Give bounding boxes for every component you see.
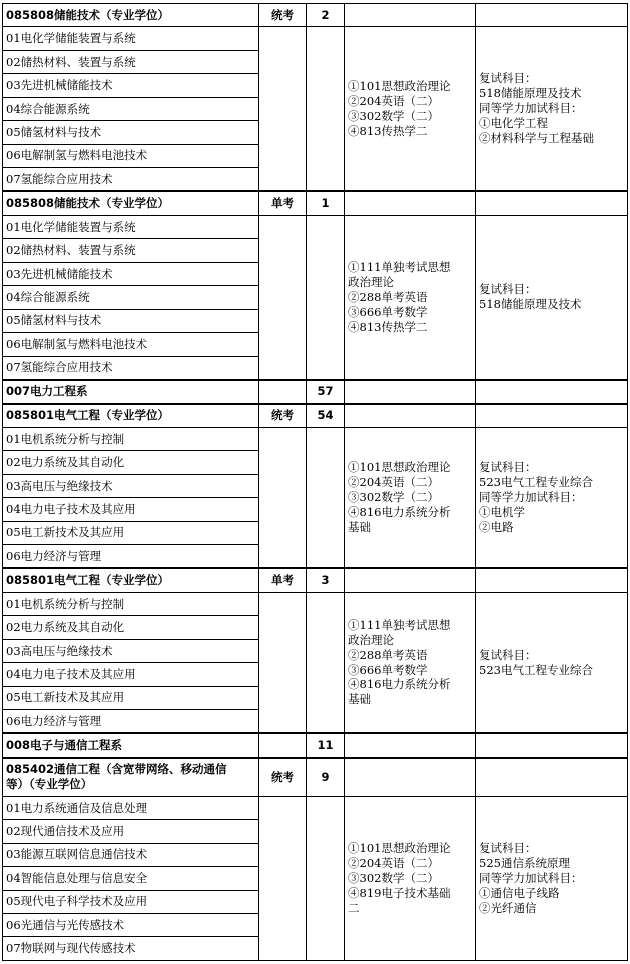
enrollment-count: 3 bbox=[307, 568, 345, 592]
retest-line: ②电路 bbox=[479, 519, 514, 534]
direction-row bbox=[3, 215, 628, 238]
research-direction: 04电力电子技术及其应用 bbox=[3, 498, 259, 521]
enrollment-count: 1 bbox=[307, 191, 345, 215]
retest-line: 523电气工程专业综合 bbox=[479, 475, 593, 490]
research-direction: 07氢能综合应用技术 bbox=[3, 356, 259, 379]
exam-subject: ①111单独考试思想 bbox=[348, 259, 451, 274]
enrollment-count: 54 bbox=[307, 404, 345, 427]
retest-line: 518储能原理及技术 bbox=[479, 86, 582, 101]
retest-line: 复试科目： bbox=[479, 460, 537, 475]
retest-line: 518储能原理及技术 bbox=[479, 297, 582, 312]
empty-cell bbox=[345, 568, 476, 592]
exam-subject: 政治理论 bbox=[348, 632, 394, 647]
enrollment-count: 9 bbox=[307, 758, 345, 797]
empty-cell bbox=[307, 796, 345, 960]
exam-subject: ①101思想政治理论 bbox=[348, 841, 451, 856]
exam-subject: ②288单考英语 bbox=[348, 289, 428, 304]
research-direction: 03高电压与绝缘技术 bbox=[3, 474, 259, 497]
empty-cell bbox=[307, 427, 345, 568]
empty-cell bbox=[259, 796, 307, 960]
program-header-row bbox=[3, 758, 628, 797]
research-direction: 06电解制氢与燃料电池技术 bbox=[3, 333, 259, 356]
exam-subject: ③302数学（二） bbox=[348, 108, 439, 123]
exam-subjects bbox=[345, 215, 476, 379]
direction-row bbox=[3, 796, 628, 819]
department-name: 008电子与通信工程系 bbox=[3, 733, 259, 757]
exam-subject: 基础 bbox=[348, 692, 371, 707]
empty-cell bbox=[345, 191, 476, 215]
program-header-row bbox=[3, 568, 628, 592]
retest-line: 复试科目： bbox=[479, 647, 537, 662]
exam-subject: ②204英语（二） bbox=[348, 93, 439, 108]
exam-subject: ④819电子技术基础 bbox=[348, 885, 451, 900]
exam-subject: ②288单考英语 bbox=[348, 647, 428, 662]
empty-cell bbox=[476, 568, 628, 592]
retest-subjects bbox=[476, 215, 628, 379]
program-name: 085801电气工程（专业学位） bbox=[3, 404, 259, 427]
retest-line: 复试科目： bbox=[479, 71, 537, 86]
retest-subjects bbox=[476, 427, 628, 568]
exam-subject: ④813传热学二 bbox=[348, 123, 428, 138]
empty-cell bbox=[476, 733, 628, 757]
research-direction: 04综合能源系统 bbox=[3, 97, 259, 120]
exam-subject: ①111单独考试思想 bbox=[348, 617, 451, 632]
empty-cell bbox=[259, 380, 307, 404]
program-table bbox=[2, 3, 628, 961]
exam-subject: ③666单考数学 bbox=[348, 662, 428, 677]
empty-cell bbox=[259, 427, 307, 568]
retest-line: 复试科目： bbox=[479, 282, 537, 297]
research-direction: 03高电压与绝缘技术 bbox=[3, 639, 259, 662]
program-name: 085808储能技术（专业学位） bbox=[3, 4, 259, 27]
exam-mode: 单考 bbox=[259, 191, 307, 215]
empty-cell bbox=[259, 215, 307, 379]
research-direction: 04综合能源系统 bbox=[3, 286, 259, 309]
exam-subject: 政治理论 bbox=[348, 274, 394, 289]
research-direction: 02电力系统及其自动化 bbox=[3, 616, 259, 639]
program-header-row bbox=[3, 4, 628, 27]
research-direction: 03先进机械储能技术 bbox=[3, 262, 259, 285]
program-name-line: 等）（专业学位） bbox=[6, 777, 93, 792]
retest-line: 同等学力加试科目： bbox=[479, 870, 583, 885]
program-header-row bbox=[3, 404, 628, 427]
direction-row bbox=[3, 27, 628, 50]
research-direction: 04智能信息处理与信息安全 bbox=[3, 867, 259, 890]
research-direction: 03能源互联网信息通信技术 bbox=[3, 843, 259, 866]
empty-cell bbox=[345, 4, 476, 27]
retest-line: ①电机学 bbox=[479, 504, 525, 519]
exam-subject: 基础 bbox=[348, 519, 371, 534]
exam-subject: ④816电力系统分析 bbox=[348, 677, 451, 692]
research-direction: 05电工新技术及其应用 bbox=[3, 521, 259, 544]
research-direction: 02储热材料、装置与系统 bbox=[3, 239, 259, 262]
empty-cell bbox=[259, 733, 307, 757]
retest-line: ①通信电子线路 bbox=[479, 885, 560, 900]
retest-line: ②光纤通信 bbox=[479, 900, 537, 915]
exam-subject: ②204英语（二） bbox=[348, 475, 439, 490]
exam-subjects bbox=[345, 27, 476, 191]
empty-cell bbox=[345, 758, 476, 797]
exam-mode: 统考 bbox=[259, 758, 307, 797]
program-name bbox=[3, 758, 259, 797]
empty-cell bbox=[307, 27, 345, 191]
empty-cell bbox=[259, 27, 307, 191]
research-direction: 01电化学储能装置与系统 bbox=[3, 215, 259, 238]
retest-subjects bbox=[476, 796, 628, 960]
research-direction: 04电力电子技术及其应用 bbox=[3, 663, 259, 686]
exam-subject: ④813传热学二 bbox=[348, 319, 428, 334]
research-direction: 01电力系统通信及信息处理 bbox=[3, 796, 259, 819]
department-count: 57 bbox=[307, 380, 345, 404]
empty-cell bbox=[345, 404, 476, 427]
research-direction: 02电力系统及其自动化 bbox=[3, 451, 259, 474]
research-direction: 07物联网与现代传感技术 bbox=[3, 937, 259, 961]
retest-line: ①电化学工程 bbox=[479, 116, 548, 131]
department-count: 11 bbox=[307, 733, 345, 757]
empty-cell bbox=[345, 733, 476, 757]
research-direction: 07氢能综合应用技术 bbox=[3, 168, 259, 191]
exam-subjects bbox=[345, 592, 476, 733]
research-direction: 01电化学储能装置与系统 bbox=[3, 27, 259, 50]
research-direction: 02储热材料、装置与系统 bbox=[3, 50, 259, 73]
research-direction: 05电工新技术及其应用 bbox=[3, 686, 259, 709]
research-direction: 06电力经济与管理 bbox=[3, 545, 259, 568]
exam-subject: 二 bbox=[348, 900, 360, 915]
exam-subject: ③666单考数学 bbox=[348, 304, 428, 319]
exam-subject: ④816电力系统分析 bbox=[348, 504, 451, 519]
exam-mode: 统考 bbox=[259, 4, 307, 27]
department-name: 007电力工程系 bbox=[3, 380, 259, 404]
retest-line: 523电气工程专业综合 bbox=[479, 662, 593, 677]
research-direction: 03先进机械储能技术 bbox=[3, 74, 259, 97]
research-direction: 01电机系统分析与控制 bbox=[3, 427, 259, 450]
direction-row bbox=[3, 427, 628, 450]
research-direction: 05储氢材料与技术 bbox=[3, 121, 259, 144]
empty-cell bbox=[345, 380, 476, 404]
retest-subjects bbox=[476, 592, 628, 733]
empty-cell bbox=[307, 592, 345, 733]
empty-cell bbox=[476, 404, 628, 427]
empty-cell bbox=[476, 380, 628, 404]
direction-row bbox=[3, 592, 628, 615]
exam-subject: ①101思想政治理论 bbox=[348, 78, 451, 93]
retest-line: ②材料科学与工程基础 bbox=[479, 131, 594, 146]
exam-subject: ②204英语（二） bbox=[348, 855, 439, 870]
program-name-line: 085402通信工程（含宽带网络、移动通信 bbox=[6, 762, 227, 777]
exam-mode: 单考 bbox=[259, 568, 307, 592]
research-direction: 06光通信与光传感技术 bbox=[3, 913, 259, 936]
exam-subjects bbox=[345, 796, 476, 960]
empty-cell bbox=[476, 758, 628, 797]
empty-cell bbox=[476, 191, 628, 215]
empty-cell bbox=[476, 4, 628, 27]
research-direction: 06电力经济与管理 bbox=[3, 710, 259, 733]
research-direction: 06电解制氢与燃料电池技术 bbox=[3, 144, 259, 167]
research-direction: 05储氢材料与技术 bbox=[3, 309, 259, 332]
exam-subjects bbox=[345, 427, 476, 568]
retest-line: 同等学力加试科目： bbox=[479, 490, 583, 504]
retest-line: 同等学力加试科目： bbox=[479, 101, 583, 116]
research-direction: 05现代电子科学技术及应用 bbox=[3, 890, 259, 913]
retest-line: 复试科目： bbox=[479, 841, 537, 856]
program-name: 085801电气工程（专业学位） bbox=[3, 568, 259, 592]
empty-cell bbox=[307, 215, 345, 379]
department-row bbox=[3, 380, 628, 404]
exam-subject: ③302数学（二） bbox=[348, 490, 439, 504]
enrollment-count: 2 bbox=[307, 4, 345, 27]
research-direction: 01电机系统分析与控制 bbox=[3, 592, 259, 615]
exam-subject: ③302数学（二） bbox=[348, 870, 439, 885]
empty-cell bbox=[259, 592, 307, 733]
program-header-row bbox=[3, 191, 628, 215]
retest-subjects bbox=[476, 27, 628, 191]
retest-line: 525通信系统原理 bbox=[479, 855, 570, 870]
exam-subject: ①101思想政治理论 bbox=[348, 460, 451, 475]
department-row bbox=[3, 733, 628, 757]
exam-mode: 统考 bbox=[259, 404, 307, 427]
program-name: 085808储能技术（专业学位） bbox=[3, 191, 259, 215]
research-direction: 02现代通信技术及应用 bbox=[3, 820, 259, 843]
